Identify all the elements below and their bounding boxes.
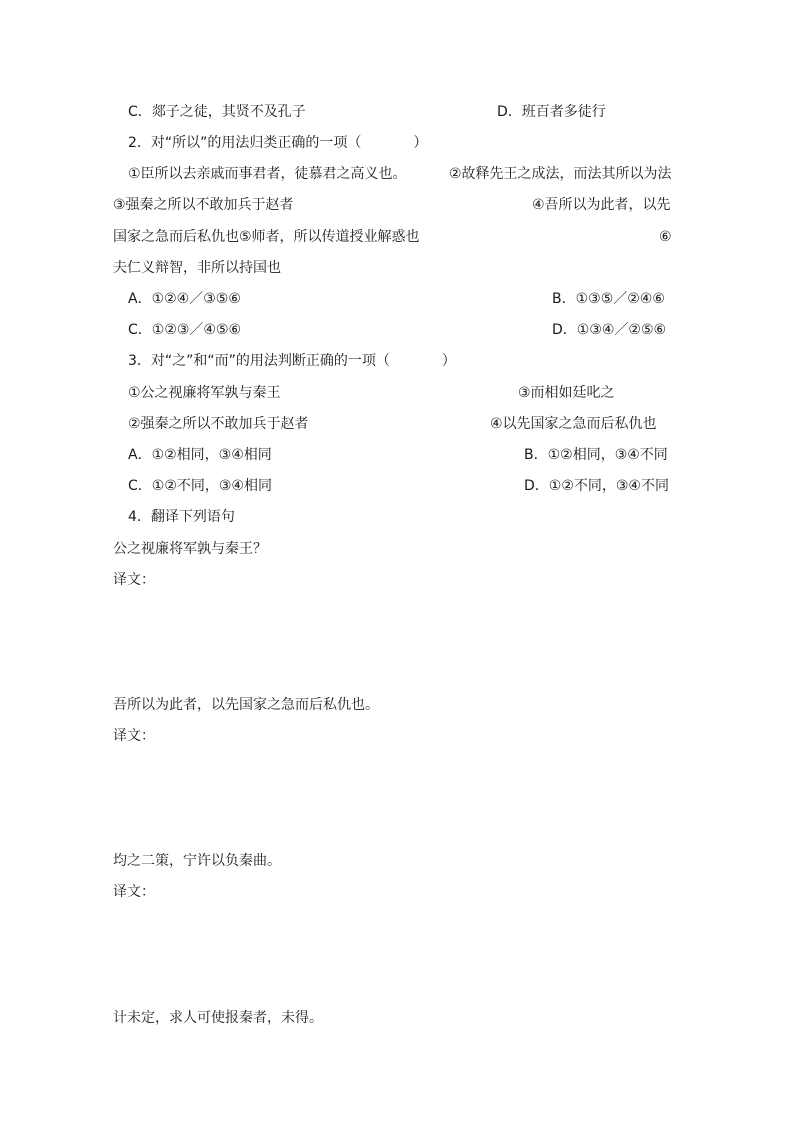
q3-stem-close: ） [441,353,456,369]
q3-option-b: B．①②相同，③④不同 [524,447,668,463]
q4-sentence-2: 吾所以为此者，以先国家之急而后私仇也。 [113,697,379,713]
q2-item-4-cont-and-5: 国家之急而后私仇也⑤师者，所以传道授业解惑也 [113,229,420,245]
q2-stem-close: ） [413,135,428,151]
q4-sentence-4: 计未定，求人可使报秦者，未得。 [113,1010,323,1026]
q3-stem-text: 3．对“之”和“而”的用法判断正确的一项（ [128,353,390,369]
translation-label: 译文： [113,728,155,744]
q3-item-3: ③而相如廷叱之 [518,385,615,401]
q3-option-a: A．①②相同，③④相同 [128,447,272,463]
q2-item-3: ③强秦之所以不敢加兵于赵者 [113,197,294,213]
q4-title: 4．翻译下列语句 [128,509,235,525]
q2-item-6-text: 夫仁义辩智，非所以持国也 [113,260,281,276]
q2-stem-text: 2．对“所以”的用法归类正确的一项（ [128,135,362,151]
q2-item-2: ②故释先王之成法，而法其所以为法 [449,166,672,182]
q1-option-c: C．郯子之徒，其贤不及孔子 [128,104,306,120]
q2-option-b: B．①③⑤／②④⑥ [552,291,665,307]
q1-option-d: D．班百者多徒行 [497,104,606,120]
q3-option-d: D．①②不同，③④不同 [524,478,669,494]
q3-stem [128,351,456,371]
q2-option-d: D．①③④／②⑤⑥ [552,322,667,338]
q2-item-1: ①臣所以去亲戚而事君者，徒慕君之高义也。 [128,166,407,182]
translation-label: 译文： [113,884,155,900]
q3-option-c: C．①②不同，③④相同 [128,478,272,494]
q2-option-a: A．①②④／③⑤⑥ [128,291,241,307]
q3-item-2: ②强秦之所以不敢加兵于赵者 [128,416,309,432]
q2-item-6-marker: ⑥ [659,229,672,245]
q2-option-c: C．①②③／④⑤⑥ [128,322,242,338]
q2-item-4-start: ④吾所以为此者，以先 [532,197,671,213]
translation-label: 译文： [113,572,155,588]
q2-stem [128,133,427,153]
q4-sentence-1: 公之视廉将军孰与秦王？ [113,541,267,557]
q3-item-1: ①公之视廉将军孰与秦王 [128,385,281,401]
q3-item-4: ④以先国家之急而后私仇也 [490,416,657,432]
q4-sentence-3: 均之二策，宁许以负秦曲。 [113,853,281,869]
